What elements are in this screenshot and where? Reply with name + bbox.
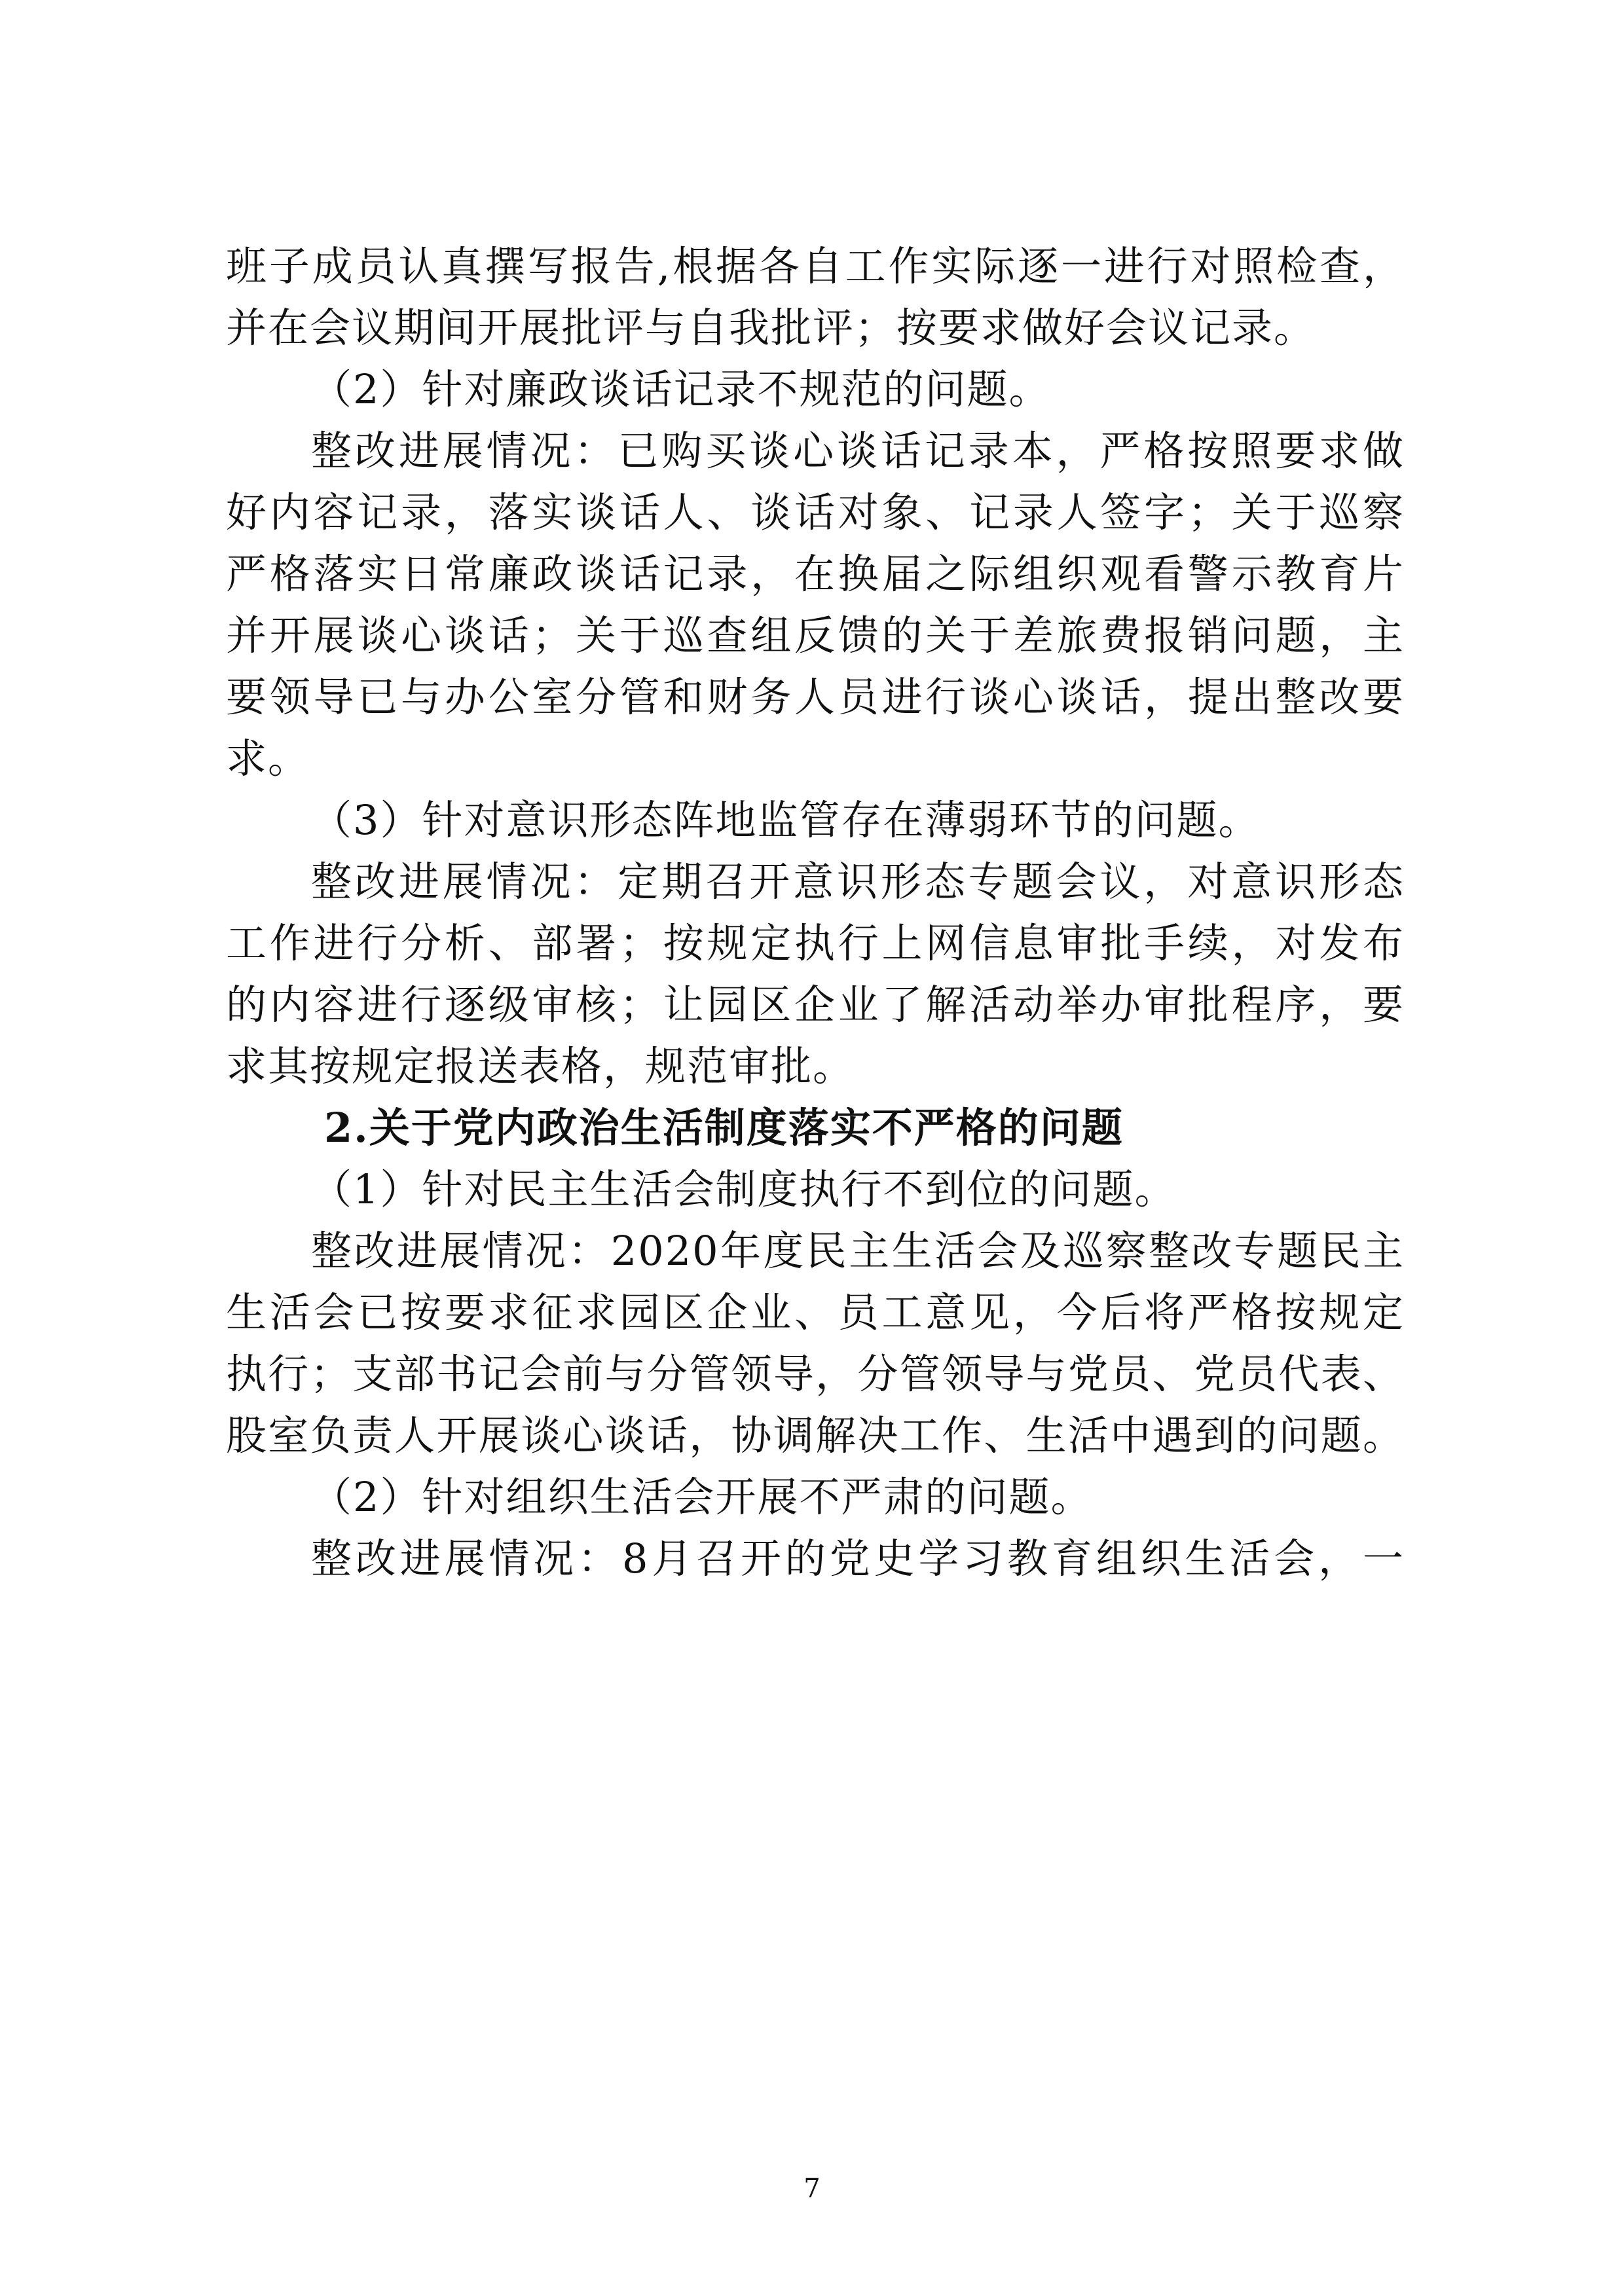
paragraph-line: 整改进展情况：8月召开的党史学习教育组织生活会，一 [311,1535,1405,1582]
paragraph-line: 整改进展情况：已购买谈心谈话记录本，严格按照要求做 [311,427,1405,475]
paragraph-line: 严格落实日常廉政谈话记录，在换届之际组织观看警示教育片 [226,550,1405,598]
paragraph-line: 班子成员认真撰写报告,根据各自工作实际逐一进行对照检查， [226,242,1405,290]
paragraph-line: 并在会议期间开展批评与自我批评；按要求做好会议记录。 [226,304,1316,352]
subheading-line: （2）针对组织生活会开展不严肃的问题。 [311,1473,1093,1521]
page-number: 7 [803,2174,821,2204]
paragraph-line: 生活会已按要求征求园区企业、员工意见，今后将严格按规定 [226,1288,1405,1336]
paragraph-line: 整改进展情况：定期召开意识形态专题会议，对意识形态 [311,858,1405,905]
subheading-line: （1）针对民主生活会制度执行不到位的问题。 [311,1165,1177,1213]
subheading-line: （3）针对意识形态阵地监管存在薄弱环节的问题。 [311,796,1261,844]
section-heading: 2.关于党内政治生活制度落实不严格的问题 [324,1104,1124,1152]
paragraph-line: 好内容记录，落实谈话人、谈话对象、记录人签字；关于巡察 [226,488,1405,536]
paragraph-line: 整改进展情况：2020年度民主生活会及巡察整改专题民主 [311,1227,1405,1275]
paragraph-line: 并开展谈心谈话；关于巡查组反馈的关于差旅费报销问题，主 [226,611,1405,659]
paragraph-line: 求其按规定报送表格，规范审批。 [226,1042,855,1090]
document-body [226,236,1405,1590]
paragraph-line: 工作进行分析、部署；按规定执行上网信息审批手续，对发布 [226,919,1405,967]
paragraph-line: 的内容进行逐级审核；让园区企业了解活动举办审批程序，要 [226,981,1405,1029]
paragraph-line: 股室负责人开展谈心谈话，协调解决工作、生活中遇到的问题。 [226,1412,1405,1459]
paragraph-line: 执行；支部书记会前与分管领导，分管领导与党员、党员代表、 [226,1350,1405,1398]
paragraph-line: 要领导已与办公室分管和财务人员进行谈心谈话，提出整改要 [226,673,1405,721]
paragraph-line: 求。 [226,735,310,782]
subheading-line: （2）针对廉政谈话记录不规范的问题。 [311,365,1051,413]
